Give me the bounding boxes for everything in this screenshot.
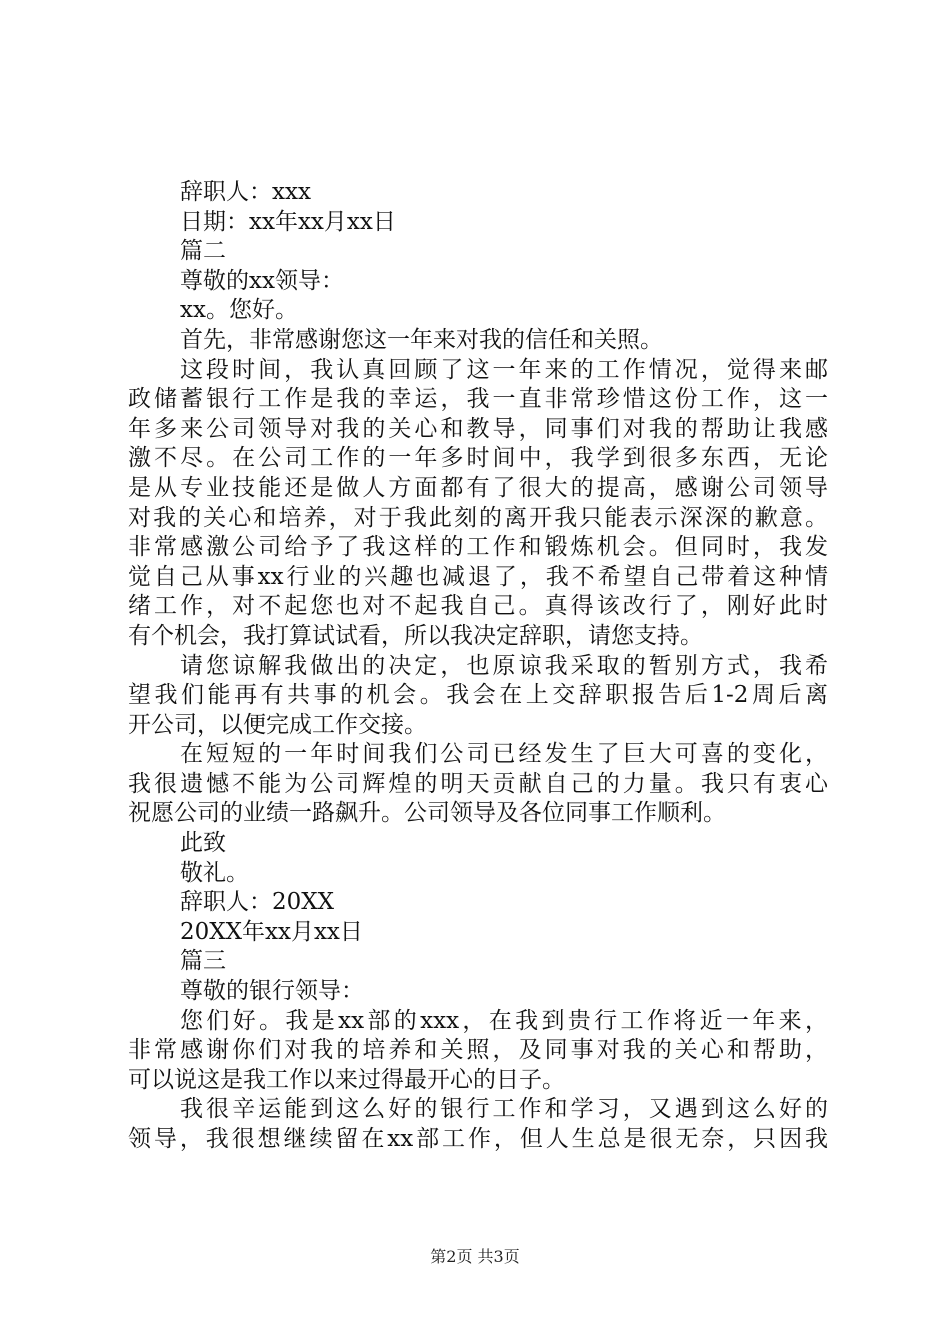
paragraph-line: 觉自己从事xx行业的兴趣也减退了，我不希望自己带着这种情 <box>128 563 828 590</box>
section-heading: 篇二 <box>180 238 226 265</box>
paragraph-line: 您们好。我是xx部的xxx，在我到贵行工作将近一年来， <box>180 1007 828 1034</box>
closing-line: 敬礼。 <box>180 859 249 886</box>
paragraph-line: 政储蓄银行工作是我的幸运，我一直非常珍惜这份工作，这一 <box>128 386 828 413</box>
paragraph-line: 这段时间，我认真回顾了这一年来的工作情况，觉得来邮 <box>180 356 828 383</box>
paragraph-line: 非常感激公司给予了我这样的工作和锻炼机会。但同时，我发 <box>128 534 828 561</box>
paragraph-line: 绪工作，对不起您也对不起我自己。真得该改行了，刚好此时 <box>128 593 828 620</box>
salutation: 尊敬的xx领导： <box>180 267 344 294</box>
paragraph-line: 祝愿公司的业绩一路飙升。公司领导及各位同事工作顺利。 <box>128 800 726 827</box>
paragraph-line: 有个机会，我打算试试看，所以我决定辞职，请您支持。 <box>128 622 703 649</box>
paragraph-line: 激不尽。在公司工作的一年多时间中，我学到很多东西，无论 <box>128 445 828 472</box>
closing-line: 此致 <box>180 830 226 857</box>
paragraph-line: 非常感谢你们对我的培养和关照，及同事对我的关心和帮助， <box>128 1037 828 1064</box>
paragraph-line: 请您谅解我做出的决定，也原谅我采取的暂别方式，我希 <box>180 652 828 679</box>
paragraph-line: 我很遗憾不能为公司辉煌的明天贡献自己的力量。我只有衷心 <box>128 770 828 797</box>
paragraph-line: 望我们能再有共事的机会。我会在上交辞职报告后1-2周后离 <box>128 682 828 709</box>
salutation: 尊敬的银行领导： <box>180 978 364 1005</box>
paragraph-line: 在短短的一年时间我们公司已经发生了巨大可喜的变化， <box>180 741 828 768</box>
signer-line: 辞职人：xxx <box>180 179 311 205</box>
paragraph-line: 开公司，以便完成工作交接。 <box>128 711 427 738</box>
letter-body <box>128 178 828 1155</box>
section-heading: 篇三 <box>180 948 226 975</box>
paragraph-line: 首先，非常感谢您这一年来对我的信任和关照。 <box>180 326 663 353</box>
paragraph-line: 我很辛运能到这么好的银行工作和学习，又遇到这么好的 <box>180 1096 828 1123</box>
paragraph-line: 对我的关心和培养，对于我此刻的离开我只能表示深深的歉意。 <box>128 504 828 531</box>
paragraph-line: 领导，我很想继续留在xx部工作，但人生总是很无奈，只因我 <box>128 1126 828 1152</box>
date-line: 日期：xx年xx月xx日 <box>180 208 396 235</box>
paragraph-line: 是从专业技能还是做人方面都有了很大的提高，感谢公司领导 <box>128 474 828 501</box>
signer-line: 辞职人：20XX <box>180 889 335 916</box>
paragraph-line: 年多来公司领导对我的关心和教导，同事们对我的帮助让我感 <box>128 415 828 442</box>
greeting: xx。您好。 <box>180 297 298 324</box>
page-footer: 第2页 共3页 <box>430 1247 520 1266</box>
paragraph-line: 可以说这是我工作以来过得最开心的日子。 <box>128 1066 565 1093</box>
date-line: 20XX年xx月xx日 <box>180 918 363 945</box>
